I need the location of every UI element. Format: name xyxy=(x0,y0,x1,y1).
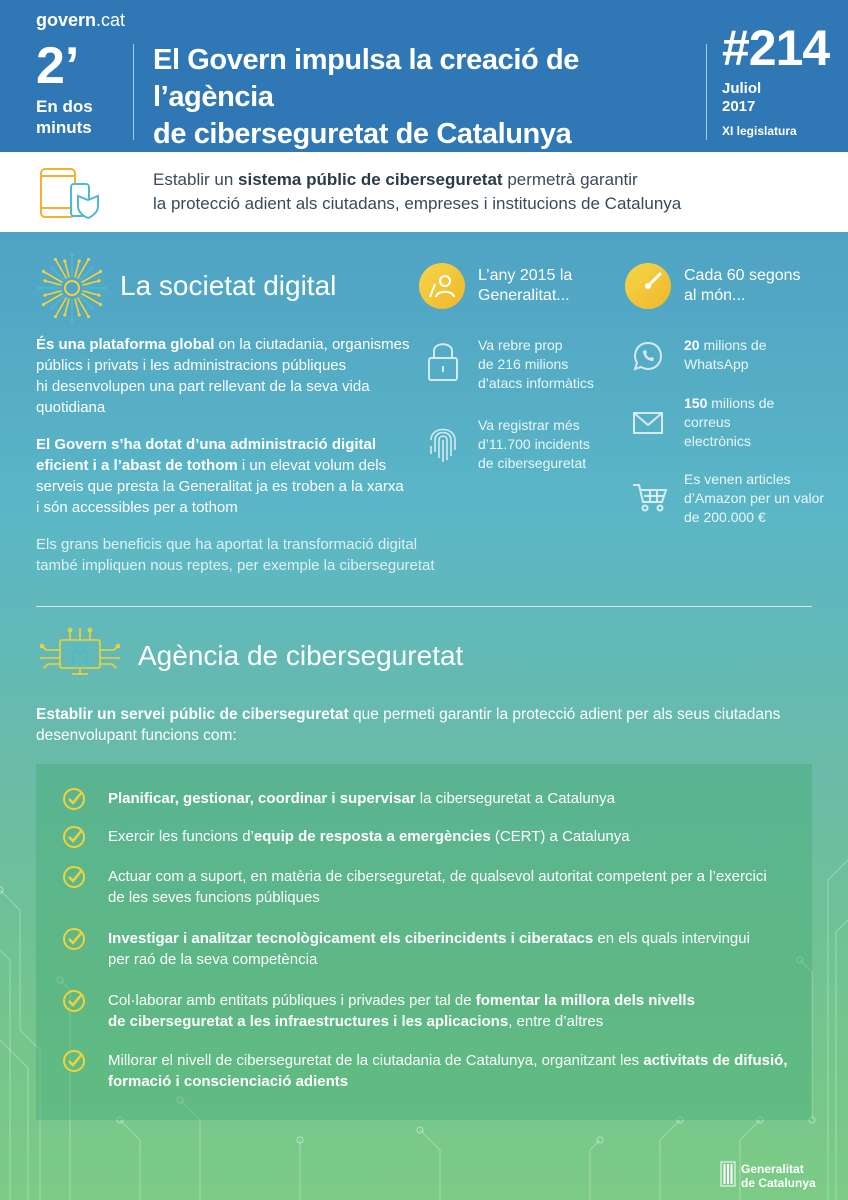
function-item xyxy=(108,826,788,847)
secure-computer-icon xyxy=(36,626,124,686)
page-title: El Govern impulsa la creació de l’agència de ciberseguretat de Catalunya xyxy=(153,44,579,150)
clock-icon xyxy=(624,262,672,310)
digital-paragraph-1 xyxy=(36,334,410,418)
text-line: d’atacs informàtics xyxy=(478,375,594,391)
text-line: de 216 milions xyxy=(478,356,569,372)
section-divider xyxy=(36,606,812,607)
legislature: XI legislatura xyxy=(722,124,797,138)
every60-mail: 150 milions de correus electrònics xyxy=(684,395,775,449)
check-icon xyxy=(62,927,86,951)
text-line: Col·laborar amb entitats públiques i privades per tal de fomentar la millora dels nivells xyxy=(108,992,695,1009)
series-name: En dos minuts xyxy=(36,97,93,137)
lock-icon xyxy=(426,340,460,384)
text-line: Va registrar més xyxy=(478,417,580,433)
series-number: 2’ xyxy=(36,37,80,95)
function-item xyxy=(108,990,788,1032)
check-icon xyxy=(62,989,86,1013)
text-line: d’Amazon per un valor xyxy=(684,490,825,506)
intro-band xyxy=(0,152,848,232)
text-line: Investigar i analitzar tecnològicament els ciberincidents i ciberatacs en els quals intervingui xyxy=(108,930,750,947)
text-line: també impliquen nous reptes, per exemple la ciberseguretat xyxy=(36,557,435,574)
check-icon xyxy=(62,825,86,849)
text-line: i són accessibles per a tothom xyxy=(36,499,238,516)
issue-date: Juliol 2017 xyxy=(722,80,762,115)
brand-govern-cat[interactable]: govern.cat xyxy=(36,10,126,30)
generalitat-logo-icon xyxy=(720,1160,736,1188)
text-line: Va rebre prop xyxy=(478,337,563,353)
network-burst-icon xyxy=(36,252,108,324)
function-item xyxy=(108,1050,788,1092)
text-line: públics i privats i les administracions públiques xyxy=(36,357,347,374)
check-icon xyxy=(62,865,86,889)
every60-title: Cada 60 segons al món... xyxy=(684,267,801,304)
gen2015-title: L’any 2015 la Generalitat... xyxy=(478,267,573,304)
header-divider-left xyxy=(133,44,134,140)
text-line: de ciberseguretat xyxy=(478,455,587,471)
text-line: Millorar el nivell de ciberseguretat de la ciutadania de Catalunya, organitzant les activitats de difusió, xyxy=(108,1052,788,1069)
people-icon xyxy=(418,262,466,310)
footer-generalitat: Generalitat de Catalunya xyxy=(741,1162,816,1190)
whatsapp-icon xyxy=(632,340,664,372)
devices-shield-icon xyxy=(38,166,104,222)
section-title-agency: Agència de ciberseguretat xyxy=(138,640,464,671)
text-line: Exercir les funcions d’equip de resposta a emergències (CERT) a Catalunya xyxy=(108,828,630,845)
text-line: Els grans beneficis que ha aportat la transformació digital xyxy=(36,536,418,553)
text-line: Planificar, gestionar, coordinar i supervisar la ciberseguretat a Catalunya xyxy=(108,790,615,807)
text-line: Es venen articles xyxy=(684,471,791,487)
header-divider-right xyxy=(706,44,707,140)
gen2015-attacks xyxy=(478,336,594,393)
text-line: serveis que presta la Generalitat ja es troben a la xarxa xyxy=(36,478,404,495)
text-line: eficient i a l’abast de tothom i un elevat volum dels xyxy=(36,457,387,474)
every60-whatsapp: 20 milions de WhatsApp xyxy=(684,337,767,372)
every60-amazon xyxy=(684,470,824,527)
text-line: És una plataforma global on la ciutadania, organismes xyxy=(36,336,410,353)
text-line: per raó de la seva competència xyxy=(108,951,318,968)
text-line: hi desenvolupen una part rellevant de la seva vida xyxy=(36,378,370,395)
mail-icon xyxy=(632,410,664,436)
text-line: de ciberseguretat a les infraestructures i les aplicacions, entre d’altres xyxy=(108,1013,604,1030)
intro-text: Establir un sistema públic de ciberseguretat permetrà garantir la protecció adient als ciutadans, empreses i institucions de Catalunya xyxy=(153,170,682,213)
check-icon xyxy=(62,787,86,811)
function-item xyxy=(108,788,788,809)
function-item xyxy=(108,866,788,908)
header xyxy=(0,0,848,152)
text-line: formació i conscienciació adients xyxy=(108,1073,349,1090)
check-icon xyxy=(62,1049,86,1073)
text-line: de 200.000 € xyxy=(684,509,766,525)
digital-paragraph-3 xyxy=(36,534,435,576)
text-line: d’11.700 incidents xyxy=(478,436,590,452)
shopping-cart-icon xyxy=(632,482,668,514)
gen2015-incidents xyxy=(478,416,590,473)
fingerprint-icon xyxy=(426,422,460,466)
function-item xyxy=(108,928,788,970)
text-line: de les seves funcions públiques xyxy=(108,889,320,906)
text-line: Actuar com a suport, en matèria de ciberseguretat, de qualsevol autoritat competent per a l’exercici xyxy=(108,868,767,885)
agency-intro: Establir un servei públic de ciberseguretat que permeti garantir la protecció adient per als seus ciutadans desenvolupant funcions com: xyxy=(36,706,781,744)
text-line: quotidiana xyxy=(36,399,106,416)
text-line: El Govern s’ha dotat d’una administració digital xyxy=(36,436,377,453)
issue-number: #214 xyxy=(722,20,830,76)
digital-paragraph-2 xyxy=(36,434,404,518)
section-title-digital: La societat digital xyxy=(120,270,337,301)
